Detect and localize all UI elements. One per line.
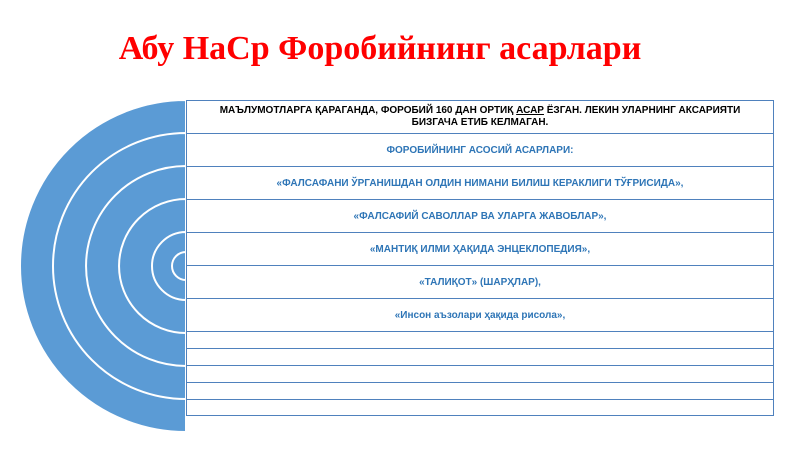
row-work-4: «ТАЛИҚОТ» (ШАРҲЛАР), — [186, 266, 774, 299]
row-work-3: «МАНТИҚ ИЛМИ ҲАҚИДА ЭНЦЕКЛОПЕДИЯ», — [186, 233, 774, 266]
row-intro — [186, 100, 774, 134]
row-work-1: «ФАЛСАФАНИ ЎРГАНИШДАН ОЛДИН НИМАНИ БИЛИШ КЕРАКЛИГИ ТЎҒРИСИДА», — [186, 167, 774, 200]
row-work-5: «Инсон аъзолари ҳақида рисола», — [186, 299, 774, 332]
row-work-2: «ФАЛСАФИЙ САВОЛЛАР ВА УЛАРГА ЖАВОБЛАР», — [186, 200, 774, 233]
row-empty-2 — [186, 349, 774, 366]
row-empty-5 — [186, 400, 774, 416]
slide-title: Абу НаСр Форобийнинг асарлари — [118, 30, 642, 67]
underlined-word: АСАР — [516, 105, 544, 116]
row-empty-3 — [186, 366, 774, 383]
concentric-arc-graphic — [0, 0, 190, 449]
row-empty-4 — [186, 383, 774, 400]
text-rows — [186, 100, 774, 416]
row-intro-text: МАЪЛУМОТЛАРГА ҚАРАГАНДА, ФОРОБИЙ 160 ДАН ОРТИҚ АСАР ЁЗГАН. ЛЕКИН УЛАРНИНГ АКСАРИЯТИ БИЗГАЧА ЕТИБ КЕЛМАГАН. — [219, 105, 741, 128]
row-empty-1 — [186, 332, 774, 349]
row-heading: ФОРОБИЙНИНГ АСОСИЙ АСАРЛАРИ: — [186, 134, 774, 167]
